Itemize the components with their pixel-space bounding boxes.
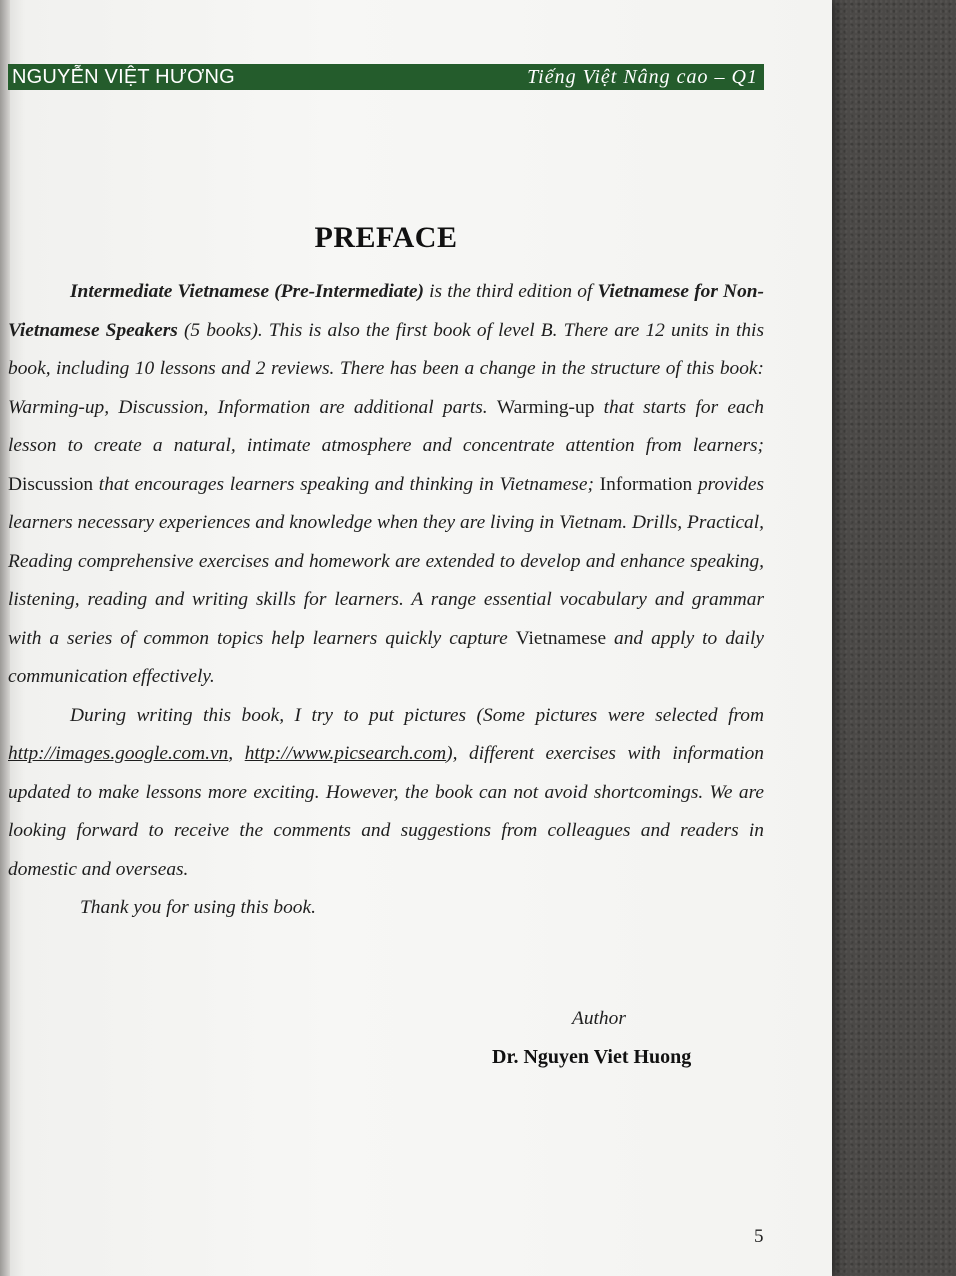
text-span: and apply to daily communication effectively.: [8, 627, 764, 687]
text-span: that starts for each lesson to create a natural, intimate atmosphere and concentrate attention from learners;: [8, 396, 764, 456]
signoff-role: Author: [572, 1008, 626, 1029]
book-title-text: Intermediate Vietnamese (Pre-Intermediate): [70, 281, 424, 302]
text-span: During writing this book, I try to put pictures (Some pictures were selected from: [70, 704, 764, 726]
header-book-title: Tiếng Việt Nâng cao – Q1: [527, 65, 758, 88]
preface-body: [8, 273, 764, 928]
paragraph-intro: [8, 273, 764, 697]
signoff-name: Dr. Nguyen Viet Huong: [492, 1046, 692, 1068]
text-span: Warming-up: [496, 396, 595, 418]
google-images-link[interactable]: http://images.google.com.vn: [8, 743, 229, 764]
header-author: NGUYỄN VIỆT HƯƠNG: [12, 65, 235, 88]
text-span: Vietnamese: [515, 627, 607, 649]
text-span: is the third edition of: [423, 281, 598, 302]
running-header: [8, 64, 764, 90]
text-span: ), different exercises with information updated to make lessons more exciting. However, the book can not avoid shortcomings. We are looking forward to receive the comments and suggestions from colleagues and readers in domestic and overseas.: [8, 743, 764, 880]
text-span: (5 books). This is also the first book of level B. There are 12 units in this book, including 10 lessons and 2 reviews. There has been a change in the structure of this book: Warming-up, Discussion, Information are additional parts.: [8, 319, 764, 418]
page-number: 5: [754, 1226, 764, 1247]
paragraph-writing: [8, 697, 764, 890]
text-span: Discussion: [8, 473, 94, 495]
text-span: ,: [228, 743, 245, 764]
text-span: provides learners necessary experiences and knowledge when they are living in Vietnam. Drills, Practical, Reading comprehensive exercises and homework are extended to develop and enhance speaking, listening, reading and writing skills for learners. A range essential vocabulary and grammar with a series of common topics help learners quickly capture: [8, 473, 765, 649]
text-span: Information: [599, 473, 693, 495]
text-span: that encourages learners speaking and thinking in Vietnamese;: [93, 473, 600, 495]
series-title-text: Vietnamese for Non-Vietnamese Speakers: [8, 281, 764, 341]
picsearch-link[interactable]: http://www.picsearch.com: [244, 743, 447, 764]
thanks-line: Thank you for using this book.: [80, 897, 316, 918]
page-title: PREFACE: [314, 221, 458, 254]
